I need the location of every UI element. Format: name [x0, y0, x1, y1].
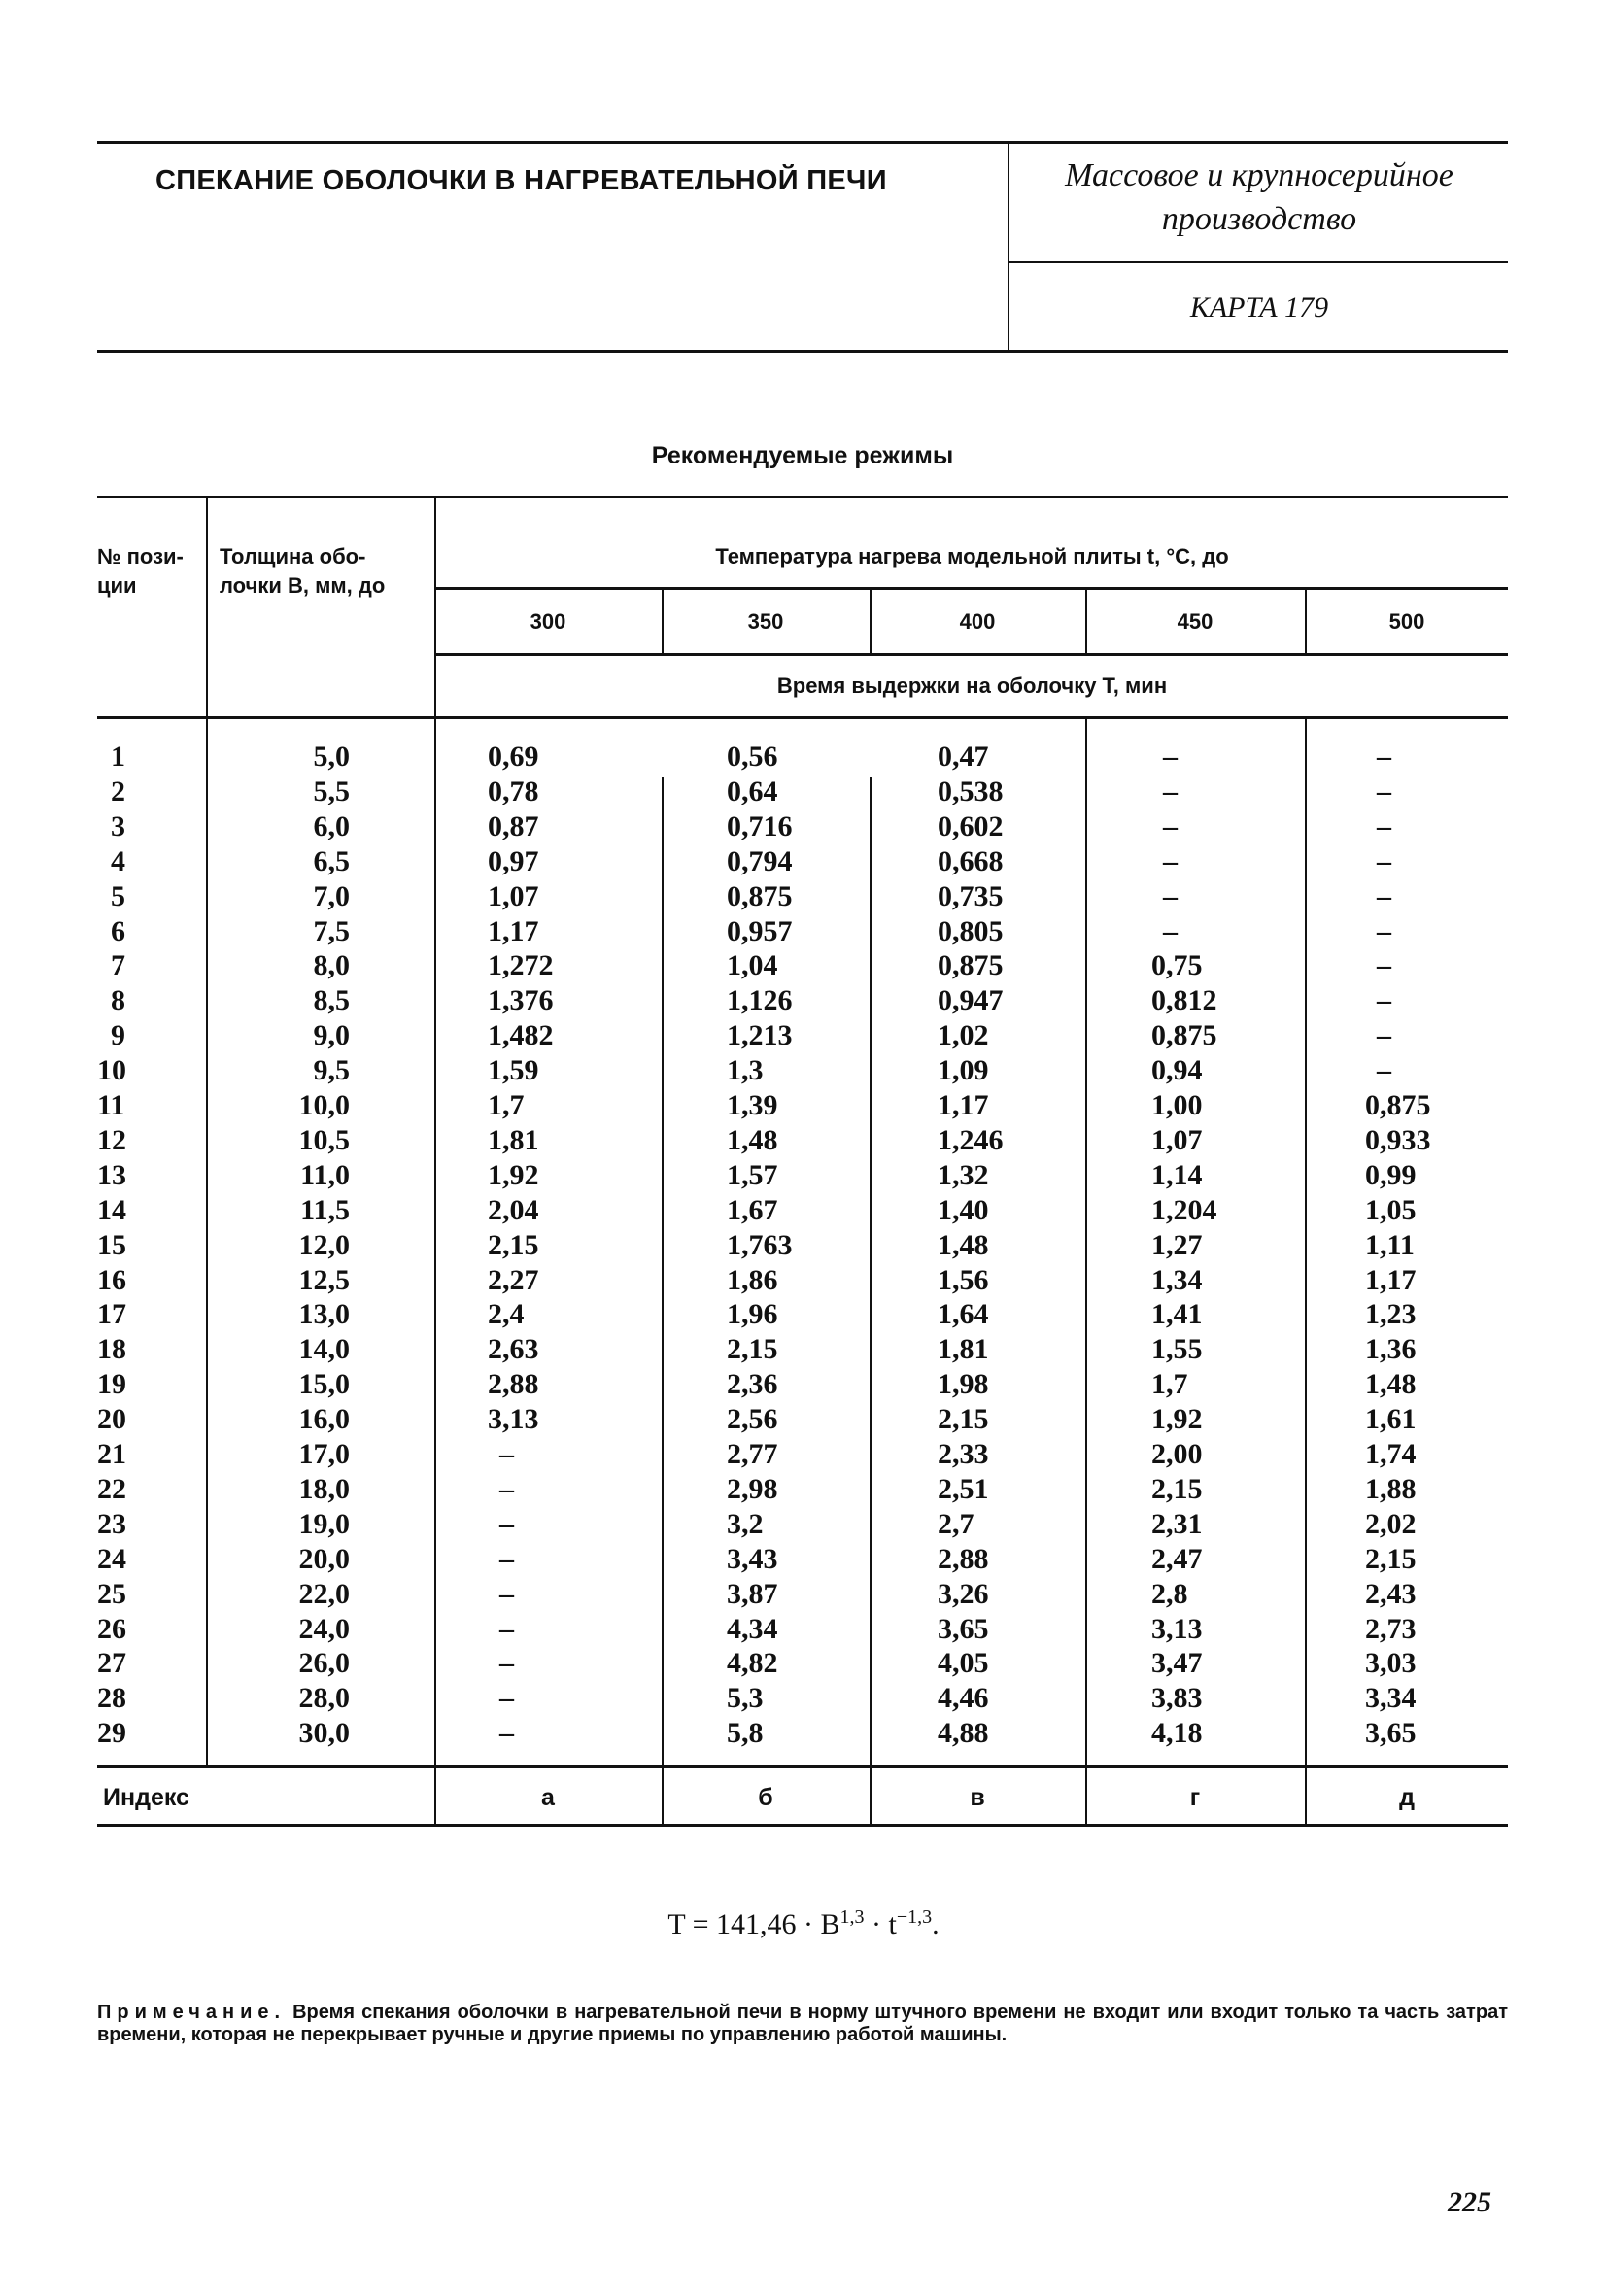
time-cell: 2,33	[938, 1438, 989, 1470]
time-cell: –	[1377, 879, 1391, 912]
thickness-cell: 11,5	[300, 1193, 350, 1226]
temperature-350: 350	[747, 609, 784, 634]
time-cell: 3,43	[727, 1542, 778, 1575]
time-cell: 0,875	[1365, 1089, 1431, 1121]
time-cell: 2,43	[1365, 1577, 1417, 1610]
thickness-cell: 8,0	[313, 949, 350, 982]
time-cell: 4,46	[938, 1682, 989, 1715]
time-cell: 4,05	[938, 1647, 989, 1680]
time-cell: 1,39	[727, 1089, 778, 1121]
time-cell: 1,7	[1151, 1368, 1188, 1401]
thickness-cell: 9,5	[313, 1054, 350, 1087]
position-cell: 6	[111, 914, 125, 947]
time-cell: 3,65	[938, 1612, 989, 1645]
position-cell: 22	[97, 1472, 126, 1505]
position-cell: 20	[97, 1403, 126, 1436]
time-cell: –	[1377, 774, 1391, 807]
time-cell: 4,82	[727, 1647, 778, 1680]
thickness-cell: 5,5	[313, 774, 350, 807]
time-cell: 2,27	[488, 1263, 539, 1296]
time-cell: 1,96	[727, 1298, 778, 1331]
position-cell: 7	[111, 949, 125, 982]
col-thickness-header-1: Толщина обо-	[220, 544, 366, 568]
time-cell: 1,64	[938, 1298, 989, 1331]
production-type-line2: производство	[1161, 201, 1357, 237]
note-text: Время спекания оболочки в нагревательной печи в норму штучного времени не входит или входит только та часть затрат времени, которая не перекрывает ручные и другие приемы по управлению работой машины.	[97, 2002, 1508, 2045]
index-cell: г	[1189, 1784, 1201, 1811]
time-cell: 0,957	[727, 914, 793, 947]
col-divider	[206, 497, 208, 1767]
index-top-rule	[97, 1765, 1508, 1768]
col-position-header-1: № пози-	[97, 544, 184, 568]
time-cell: 1,11	[1365, 1228, 1415, 1261]
time-cell: –	[499, 1577, 514, 1610]
thickness-cell: 22,0	[298, 1577, 350, 1610]
production-type-line1: Массовое и крупносерийное	[1065, 157, 1453, 193]
time-cell: 4,18	[1151, 1717, 1203, 1750]
time-cell: 0,47	[938, 740, 989, 772]
time-cell: 2,98	[727, 1472, 778, 1505]
time-cell: 1,88	[1365, 1472, 1417, 1505]
formula-mid: · t	[864, 1908, 897, 1940]
time-cell: 2,88	[488, 1368, 539, 1401]
time-cell: 2,15	[488, 1228, 539, 1261]
temperature-400: 400	[959, 609, 996, 634]
thickness-cell: 16,0	[298, 1403, 350, 1436]
time-cell: 2,7	[938, 1507, 974, 1540]
position-cell: 17	[97, 1298, 126, 1331]
time-cell: 2,63	[488, 1333, 539, 1366]
time-cell: 3,13	[1151, 1612, 1203, 1645]
time-cell: 1,40	[938, 1193, 989, 1226]
time-cell: 0,538	[938, 774, 1004, 807]
position-cell: 25	[97, 1577, 126, 1610]
index-cell: в	[970, 1784, 985, 1811]
thickness-cell: 10,5	[298, 1123, 350, 1156]
thickness-cell: 15,0	[298, 1368, 350, 1401]
time-cell: 1,48	[938, 1228, 989, 1261]
thickness-cell: 18,0	[298, 1472, 350, 1505]
temperature-300: 300	[530, 609, 566, 634]
time-cell: 1,56	[938, 1263, 989, 1296]
position-cell: 21	[97, 1438, 126, 1470]
time-cell: 1,61	[1365, 1403, 1417, 1436]
page-number: 225	[1448, 2186, 1491, 2218]
time-cell: 1,59	[488, 1054, 539, 1087]
time-cell: 3,03	[1365, 1647, 1417, 1680]
time-cell: 2,15	[1365, 1542, 1417, 1575]
time-cell: 2,88	[938, 1542, 989, 1575]
thickness-cell: 12,5	[298, 1263, 350, 1296]
time-cell: 1,81	[488, 1123, 539, 1156]
position-cell: 23	[97, 1507, 126, 1540]
position-cell: 14	[97, 1193, 126, 1226]
header-mid-rule	[1009, 261, 1508, 263]
thickness-cell: 6,0	[313, 809, 350, 842]
time-cell: 2,47	[1151, 1542, 1203, 1575]
time-cell: 1,3	[727, 1054, 764, 1087]
formula-end: .	[932, 1908, 940, 1940]
col-position-header-2: ции	[97, 573, 137, 598]
time-cell: 0,75	[1151, 949, 1203, 982]
thickness-cell: 8,5	[313, 984, 350, 1017]
position-cell: 29	[97, 1717, 126, 1750]
time-cell: 0,875	[727, 879, 793, 912]
position-cell: 26	[97, 1612, 126, 1645]
time-cell: 1,23	[1365, 1298, 1417, 1331]
time-cell: 1,67	[727, 1193, 778, 1226]
time-cell: –	[1163, 809, 1178, 842]
position-cell: 8	[111, 984, 125, 1017]
time-cell: 2,31	[1151, 1507, 1203, 1540]
time-cell: 1,74	[1365, 1438, 1417, 1470]
time-cell: 3,87	[727, 1577, 778, 1610]
table-top-rule	[97, 496, 1508, 498]
time-cell: 1,86	[727, 1263, 778, 1296]
time-cell: 2,15	[1151, 1472, 1203, 1505]
time-cell: 0,87	[488, 809, 539, 842]
time-cell: 1,27	[1151, 1228, 1203, 1261]
time-cell: 0,602	[938, 809, 1004, 842]
header-divider	[1008, 143, 1009, 352]
index-cell: б	[758, 1784, 773, 1811]
col-divider	[870, 777, 872, 1826]
time-cell: –	[499, 1472, 514, 1505]
note	[97, 2002, 1508, 2046]
thickness-cell: 6,5	[313, 844, 350, 877]
time-cell: 0,805	[938, 914, 1004, 947]
time-cell: 1,48	[727, 1123, 778, 1156]
time-cell: 0,735	[938, 879, 1004, 912]
time-cell: 2,51	[938, 1472, 989, 1505]
time-cell: 1,09	[938, 1054, 989, 1087]
time-cell: –	[1163, 774, 1178, 807]
card-number: КАРТА 179	[1189, 291, 1329, 324]
time-cell: 0,716	[727, 809, 793, 842]
time-cell: 1,482	[488, 1019, 554, 1052]
thickness-cell: 14,0	[298, 1333, 350, 1366]
time-cell: 5,3	[727, 1682, 764, 1715]
time-cell: 2,56	[727, 1403, 778, 1436]
formula-exp-t: −1,3	[896, 1906, 933, 1928]
time-cell: 0,812	[1151, 984, 1217, 1017]
thickness-cell: 30,0	[298, 1717, 350, 1750]
col-divider	[1085, 718, 1087, 1826]
formula	[0, 1906, 1607, 1941]
time-cell: 2,15	[938, 1403, 989, 1436]
position-cell: 2	[111, 774, 125, 807]
time-cell: 0,64	[727, 774, 778, 807]
time-cell: 1,246	[938, 1123, 1004, 1156]
col-divider	[870, 589, 872, 655]
table-title: Рекомендуемые режимы	[651, 442, 954, 469]
header-end-rule	[97, 716, 1508, 719]
thickness-cell: 17,0	[298, 1438, 350, 1470]
time-cell: –	[1377, 914, 1391, 947]
col-divider	[662, 589, 664, 655]
col-divider	[1085, 589, 1087, 655]
temp-rule	[434, 587, 1508, 590]
time-cell: 0,94	[1151, 1054, 1203, 1087]
time-cell: 1,14	[1151, 1158, 1203, 1191]
time-cell: 4,88	[938, 1717, 989, 1750]
time-cell: 2,36	[727, 1368, 778, 1401]
position-cell: 11	[97, 1089, 125, 1121]
time-cell: 2,02	[1365, 1507, 1417, 1540]
position-cell: 9	[111, 1019, 125, 1052]
time-cell: 1,07	[1151, 1123, 1203, 1156]
time-cell: 1,17	[488, 914, 539, 947]
position-cell: 13	[97, 1158, 126, 1191]
time-cell: 1,213	[727, 1019, 793, 1052]
position-cell: 27	[97, 1647, 126, 1680]
time-cell: 0,875	[1151, 1019, 1217, 1052]
position-cell: 12	[97, 1123, 126, 1156]
time-cell: 3,34	[1365, 1682, 1417, 1715]
time-cell: 1,57	[727, 1158, 778, 1191]
position-cell: 19	[97, 1368, 126, 1401]
time-cell: 1,92	[1151, 1403, 1203, 1436]
time-cell: 1,32	[938, 1158, 989, 1191]
time-cell: 2,73	[1365, 1612, 1417, 1645]
time-cell: 0,69	[488, 740, 539, 772]
time-cell: –	[499, 1507, 514, 1540]
thickness-cell: 12,0	[298, 1228, 350, 1261]
time-cell: 2,04	[488, 1193, 539, 1226]
position-cell: 16	[97, 1263, 126, 1296]
time-cell: 1,07	[488, 879, 539, 912]
time-cell: 1,7	[488, 1089, 525, 1121]
position-cell: 3	[111, 809, 125, 842]
position-cell: 4	[111, 844, 125, 877]
time-cell: 3,13	[488, 1403, 539, 1436]
time-cell: –	[1377, 844, 1391, 877]
time-header: Время выдержки на оболочку Т, мин	[776, 673, 1168, 698]
position-cell: 24	[97, 1542, 126, 1575]
time-cell: 1,376	[488, 984, 554, 1017]
temp-values-rule	[434, 653, 1508, 656]
position-cell: 28	[97, 1682, 126, 1715]
time-cell: 1,98	[938, 1368, 989, 1401]
thickness-cell: 24,0	[298, 1612, 350, 1645]
time-cell: 1,204	[1151, 1193, 1217, 1226]
time-cell: –	[1377, 949, 1391, 982]
header-top-rule	[97, 141, 1508, 144]
col-divider	[1305, 718, 1307, 1826]
index-cell: а	[541, 1784, 555, 1811]
temperature-450: 450	[1177, 609, 1214, 634]
position-cell: 15	[97, 1228, 126, 1261]
thickness-cell: 26,0	[298, 1647, 350, 1680]
time-cell: 1,04	[727, 949, 778, 982]
time-cell: 3,26	[938, 1577, 989, 1610]
time-cell: –	[499, 1717, 514, 1750]
note-label: Примечание.	[97, 2002, 287, 2023]
time-cell: 0,933	[1365, 1123, 1431, 1156]
time-cell: 1,92	[488, 1158, 539, 1191]
time-cell: –	[1163, 844, 1178, 877]
time-cell: –	[1377, 1054, 1391, 1087]
time-cell: 3,2	[727, 1507, 764, 1540]
time-cell: 1,41	[1151, 1298, 1203, 1331]
time-cell: 2,8	[1151, 1577, 1188, 1610]
time-cell: 2,00	[1151, 1438, 1203, 1470]
time-cell: –	[1163, 740, 1178, 772]
thickness-cell: 7,5	[313, 914, 350, 947]
time-cell: 3,83	[1151, 1682, 1203, 1715]
time-cell: –	[1377, 1019, 1391, 1052]
time-cell: 1,55	[1151, 1333, 1203, 1366]
time-cell: –	[1377, 809, 1391, 842]
time-cell: –	[1163, 879, 1178, 912]
time-cell: 5,8	[727, 1717, 764, 1750]
thickness-cell: 9,0	[313, 1019, 350, 1052]
col-thickness-header-2: лочки В, мм, до	[220, 573, 386, 598]
time-cell: 1,05	[1365, 1193, 1417, 1226]
time-cell: 0,56	[727, 740, 778, 772]
col-divider	[1305, 589, 1307, 655]
time-cell: 0,99	[1365, 1158, 1417, 1191]
table-bottom-rule	[97, 1824, 1508, 1827]
position-cell: 1	[111, 740, 125, 772]
thickness-cell: 19,0	[298, 1507, 350, 1540]
header-bottom-rule	[97, 350, 1508, 353]
time-cell: –	[499, 1612, 514, 1645]
time-cell: –	[499, 1438, 514, 1470]
temperature-header: Температура нагрева модельной плиты t, °С, до	[715, 544, 1229, 568]
time-cell: 1,272	[488, 949, 554, 982]
time-cell: –	[1377, 984, 1391, 1017]
position-cell: 10	[97, 1054, 126, 1087]
time-cell: 2,4	[488, 1298, 525, 1331]
thickness-cell: 10,0	[298, 1089, 350, 1121]
time-cell: 1,17	[938, 1089, 989, 1121]
thickness-cell: 5,0	[313, 740, 350, 772]
page-title: СПЕКАНИЕ ОБОЛОЧКИ В НАГРЕВАТЕЛЬНОЙ ПЕЧИ	[155, 165, 887, 196]
time-cell: 0,875	[938, 949, 1004, 982]
formula-exp-b: 1,3	[839, 1906, 865, 1928]
time-cell: 1,126	[727, 984, 793, 1017]
thickness-cell: 11,0	[300, 1158, 350, 1191]
time-cell: –	[1163, 914, 1178, 947]
time-cell: –	[499, 1682, 514, 1715]
time-cell: –	[499, 1647, 514, 1680]
time-cell: –	[1377, 740, 1391, 772]
time-cell: 2,15	[727, 1333, 778, 1366]
time-cell: 1,17	[1365, 1263, 1417, 1296]
time-cell: –	[499, 1542, 514, 1575]
position-cell: 18	[97, 1333, 126, 1366]
formula-base: T = 141,46 · B	[667, 1908, 840, 1940]
col-divider	[662, 777, 664, 1826]
thickness-cell: 28,0	[298, 1682, 350, 1715]
time-cell: 1,81	[938, 1333, 989, 1366]
time-cell: 3,47	[1151, 1647, 1203, 1680]
thickness-cell: 7,0	[313, 879, 350, 912]
time-cell: 1,763	[727, 1228, 793, 1261]
thickness-cell: 20,0	[298, 1542, 350, 1575]
time-cell: 1,34	[1151, 1263, 1203, 1296]
position-cell: 5	[111, 879, 125, 912]
temperature-500: 500	[1388, 609, 1425, 634]
thickness-cell: 13,0	[298, 1298, 350, 1331]
time-cell: 0,947	[938, 984, 1004, 1017]
index-cell: д	[1399, 1784, 1415, 1811]
time-cell: 0,668	[938, 844, 1004, 877]
time-cell: 1,00	[1151, 1089, 1203, 1121]
time-cell: 1,48	[1365, 1368, 1417, 1401]
index-label: Индекс	[103, 1784, 189, 1811]
time-cell: 1,36	[1365, 1333, 1417, 1366]
time-cell: 3,65	[1365, 1717, 1417, 1750]
time-cell: 0,794	[727, 844, 793, 877]
time-cell: 4,34	[727, 1612, 778, 1645]
time-cell: 2,77	[727, 1438, 778, 1470]
time-cell: 0,97	[488, 844, 539, 877]
time-cell: 1,02	[938, 1019, 989, 1052]
time-cell: 0,78	[488, 774, 539, 807]
